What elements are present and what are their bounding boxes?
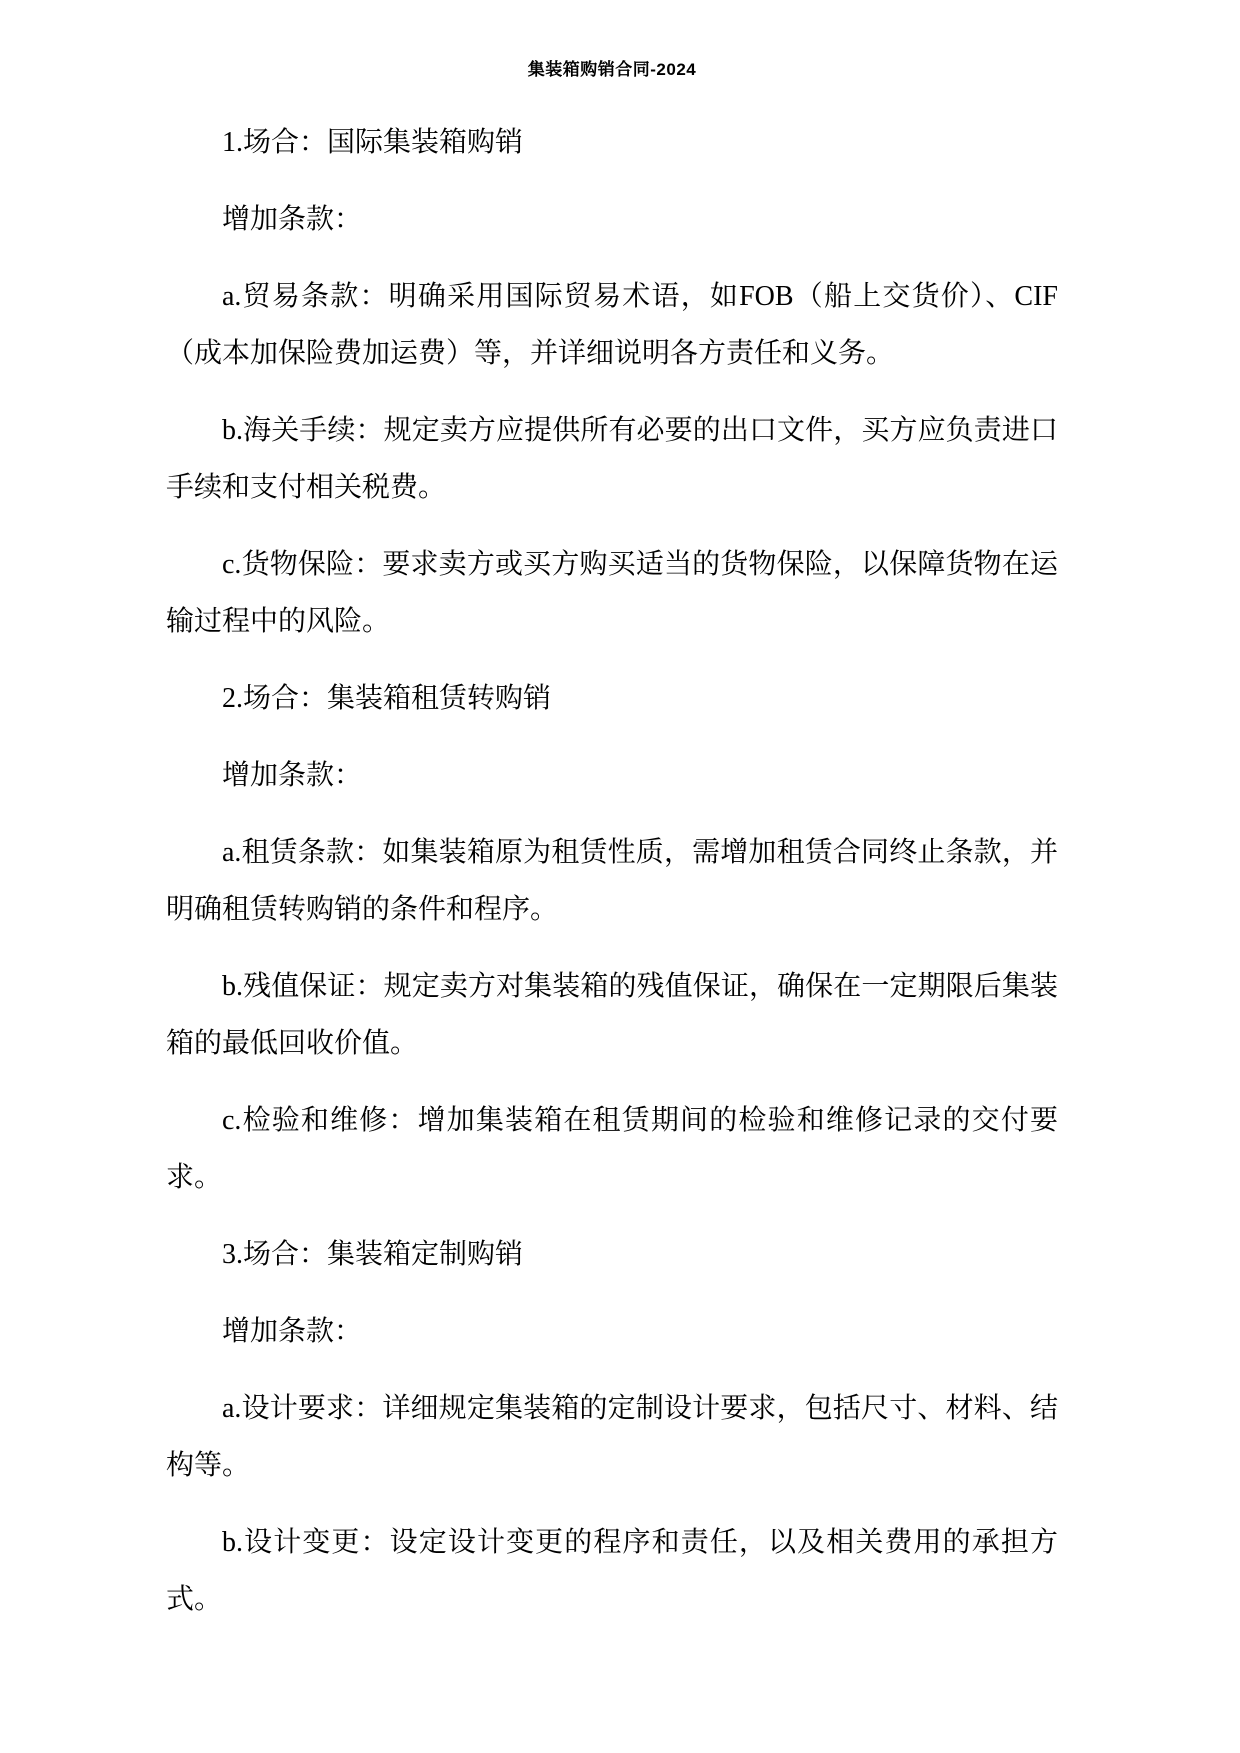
paragraph-2c-inspection: c.检验和维修：增加集装箱在租赁期间的检验和维修记录的交付要求。	[166, 1105, 1058, 1193]
header-title: 集装箱购销合同-2024	[527, 60, 697, 79]
document-body	[166, 114, 1058, 1628]
paragraph-3a-design-req: a.设计要求：详细规定集装箱的定制设计要求，包括尺寸、材料、结构等。	[166, 1393, 1058, 1481]
paragraph-3b-design-change: b.设计变更：设定设计变更的程序和责任，以及相关费用的承担方式。	[166, 1527, 1058, 1615]
page-header	[166, 60, 1058, 80]
paragraph-1b-customs: b.海关手续：规定卖方应提供所有必要的出口文件，买方应负责进口手续和支付相关税费。	[166, 415, 1058, 503]
paragraph-added-clauses-3: 增加条款：	[222, 1316, 363, 1347]
paragraph-added-clauses-1: 增加条款：	[222, 204, 363, 235]
paragraph-added-clauses-2: 增加条款：	[222, 760, 363, 791]
paragraph-section-2-title: 2.场合：集装箱租赁转购销	[222, 683, 552, 714]
paragraph-section-3-title: 3.场合：集装箱定制购销	[222, 1239, 524, 1270]
paragraph-1c-insurance: c.货物保险：要求卖方或买方购买适当的货物保险，以保障货物在运输过程中的风险。	[166, 549, 1058, 637]
paragraph-2b-residual: b.残值保证：规定卖方对集装箱的残值保证，确保在一定期限后集装箱的最低回收价值。	[166, 971, 1058, 1059]
paragraph-2a-lease-terms: a.租赁条款：如集装箱原为租赁性质，需增加租赁合同终止条款，并明确租赁转购销的条件和程序。	[166, 837, 1058, 925]
paragraph-section-1-title: 1.场合：国际集装箱购销	[222, 127, 524, 158]
paragraph-1a-trade-terms: a.贸易条款：明确采用国际贸易术语，如FOB（船上交货价）、CIF（成本加保险费加运费）等，并详细说明各方责任和义务。	[166, 281, 1058, 369]
